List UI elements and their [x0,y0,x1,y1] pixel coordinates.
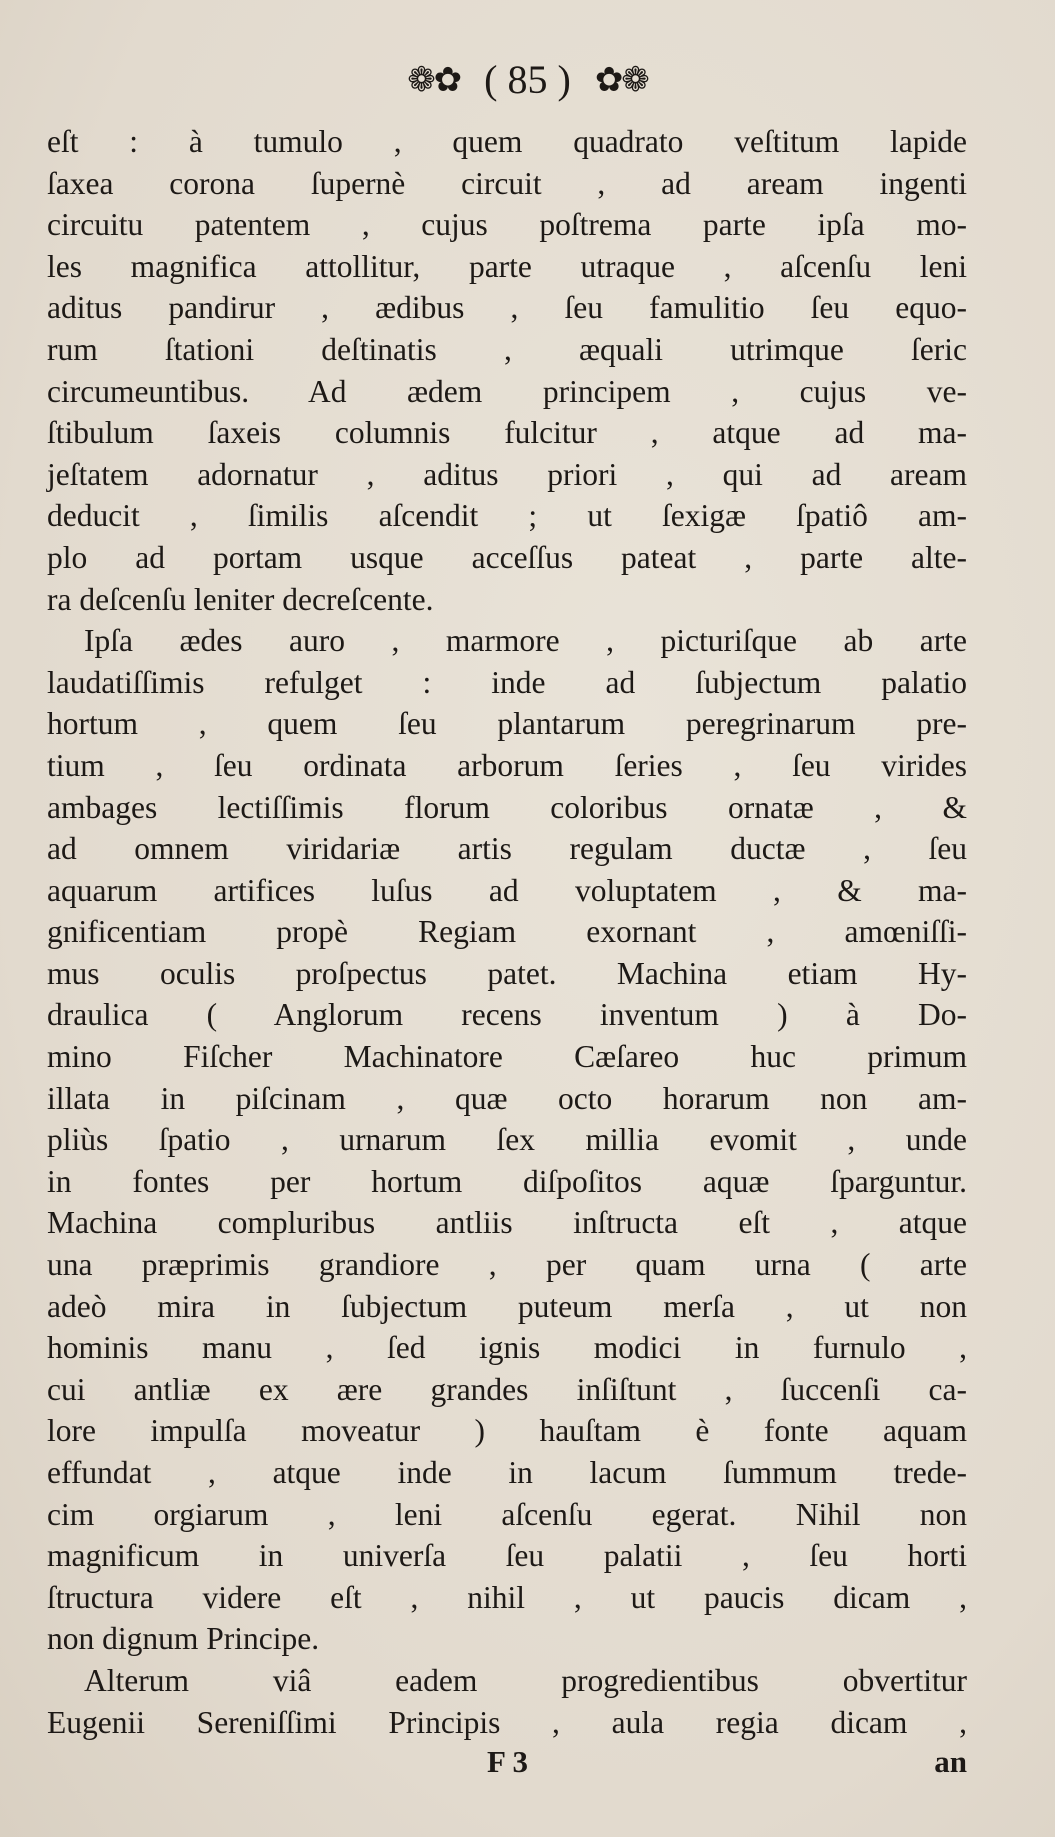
text-line: hominis manu , ſed ignis modici in furnulo , [47,1330,967,1366]
paragraph [47,1660,967,1743]
text-line: jeſtatem adornatur , aditus priori , qui ad aream [47,456,967,492]
text-line: non dignum Principe. [47,1621,320,1657]
text-line: pliùs ſpatio , urnarum ſex millia evomit , unde [47,1122,967,1158]
running-header [0,56,1055,105]
text-line: rum ſtationi deſtinatis , æquali utrimque ſeric [47,331,967,367]
text-line: deducit , ſimilis aſcendit ; ut ſexigæ ſpatiô am- [47,498,967,534]
paragraph [47,121,967,620]
text-line: hortum , quem ſeu plantarum peregrinarum pre- [47,706,967,742]
text-line: cim orgiarum , leni aſcenſu egerat. Nihil non [47,1496,967,1532]
text-line: ſaxea corona ſupernè circuit , ad aream ingenti [47,165,967,201]
page-footer [47,1740,967,1784]
text-line: ſtructura videre eſt , nihil , ut paucis dicam , [47,1579,967,1615]
text-line: magnificum in univerſa ſeu palatii , ſeu horti [47,1538,967,1574]
body-text [47,121,967,1743]
text-line: Ipſa ædes auro , marmore , picturiſque ab arte [84,623,967,659]
text-line: draulica ( Anglorum recens inventum ) à Do- [47,997,967,1033]
ornament-right-icon: ✿❁ [594,62,648,99]
text-line: illata in piſcinam , quæ octo horarum non am- [47,1080,967,1116]
text-line: les magnifica attollitur, parte utraque , aſcenſu leni [47,248,967,284]
text-line: ſtibulum ſaxeis columnis fulcitur , atque ad ma- [47,415,967,451]
text-line: cui antliæ ex ære grandes inſiſtunt , ſuccenſi ca- [47,1371,967,1407]
text-line: Alterum viâ eadem progredientibus obvertitur [84,1662,967,1698]
text-line: ra deſcenſu leniter decreſcente. [47,581,434,617]
text-line: aquarum artifices luſus ad voluptatem , & ma- [47,872,967,908]
ornament-left-icon: ❁✿ [407,62,461,99]
text-line: mino Fiſcher Machinatore Cæſareo huc primum [47,1039,967,1075]
text-line: circumeuntibus. Ad ædem principem , cujus ve- [47,373,967,409]
text-line: ambages lectiſſimis florum coloribus ornatæ , & [47,789,967,825]
signature-mark: F 3 [487,1744,529,1779]
text-line: ad omnem viridariæ artis regulam ductæ , ſeu [47,831,967,867]
text-line: mus oculis proſpectus patet. Machina etiam Hy- [47,955,967,991]
text-line: plo ad portam usque acceſſus pateat , parte alte- [47,539,967,575]
text-line: aditus pandirur , ædibus , ſeu famulitio ſeu equo- [47,290,967,326]
text-line: circuitu patentem , cujus poſtrema parte ipſa mo- [47,207,967,243]
text-line: gnificentiam propè Regiam exornant , amœniſſi- [47,914,967,950]
text-line: Machina compluribus antliis inſtructa eſt , atque [47,1205,967,1241]
text-line: Eugenii Sereniſſimi Principis , aula regia dicam , [47,1704,967,1740]
text-line: lore impulſa moveatur ) hauſtam è fonte aquam [47,1413,967,1449]
text-line: tium , ſeu ordinata arborum ſeries , ſeu virides [47,747,967,783]
page-number: ( 85 ) [484,57,571,102]
text-line: laudatiſſimis refulget : inde ad ſubjectum palatio [47,664,967,700]
text-line: una præprimis grandiore , per quam urna ( arte [47,1247,967,1283]
text-line: adeò mira in ſubjectum puteum merſa , ut non [47,1288,967,1324]
text-line: effundat , atque inde in lacum ſummum trede- [47,1455,967,1490]
text-line: in fontes per hortum diſpoſitos aquæ ſparguntur. [47,1163,967,1199]
catchword: an [934,1744,967,1779]
text-line: eſt : à tumulo , quem quadrato veſtitum lapide [47,124,967,159]
paragraph [47,620,967,1660]
